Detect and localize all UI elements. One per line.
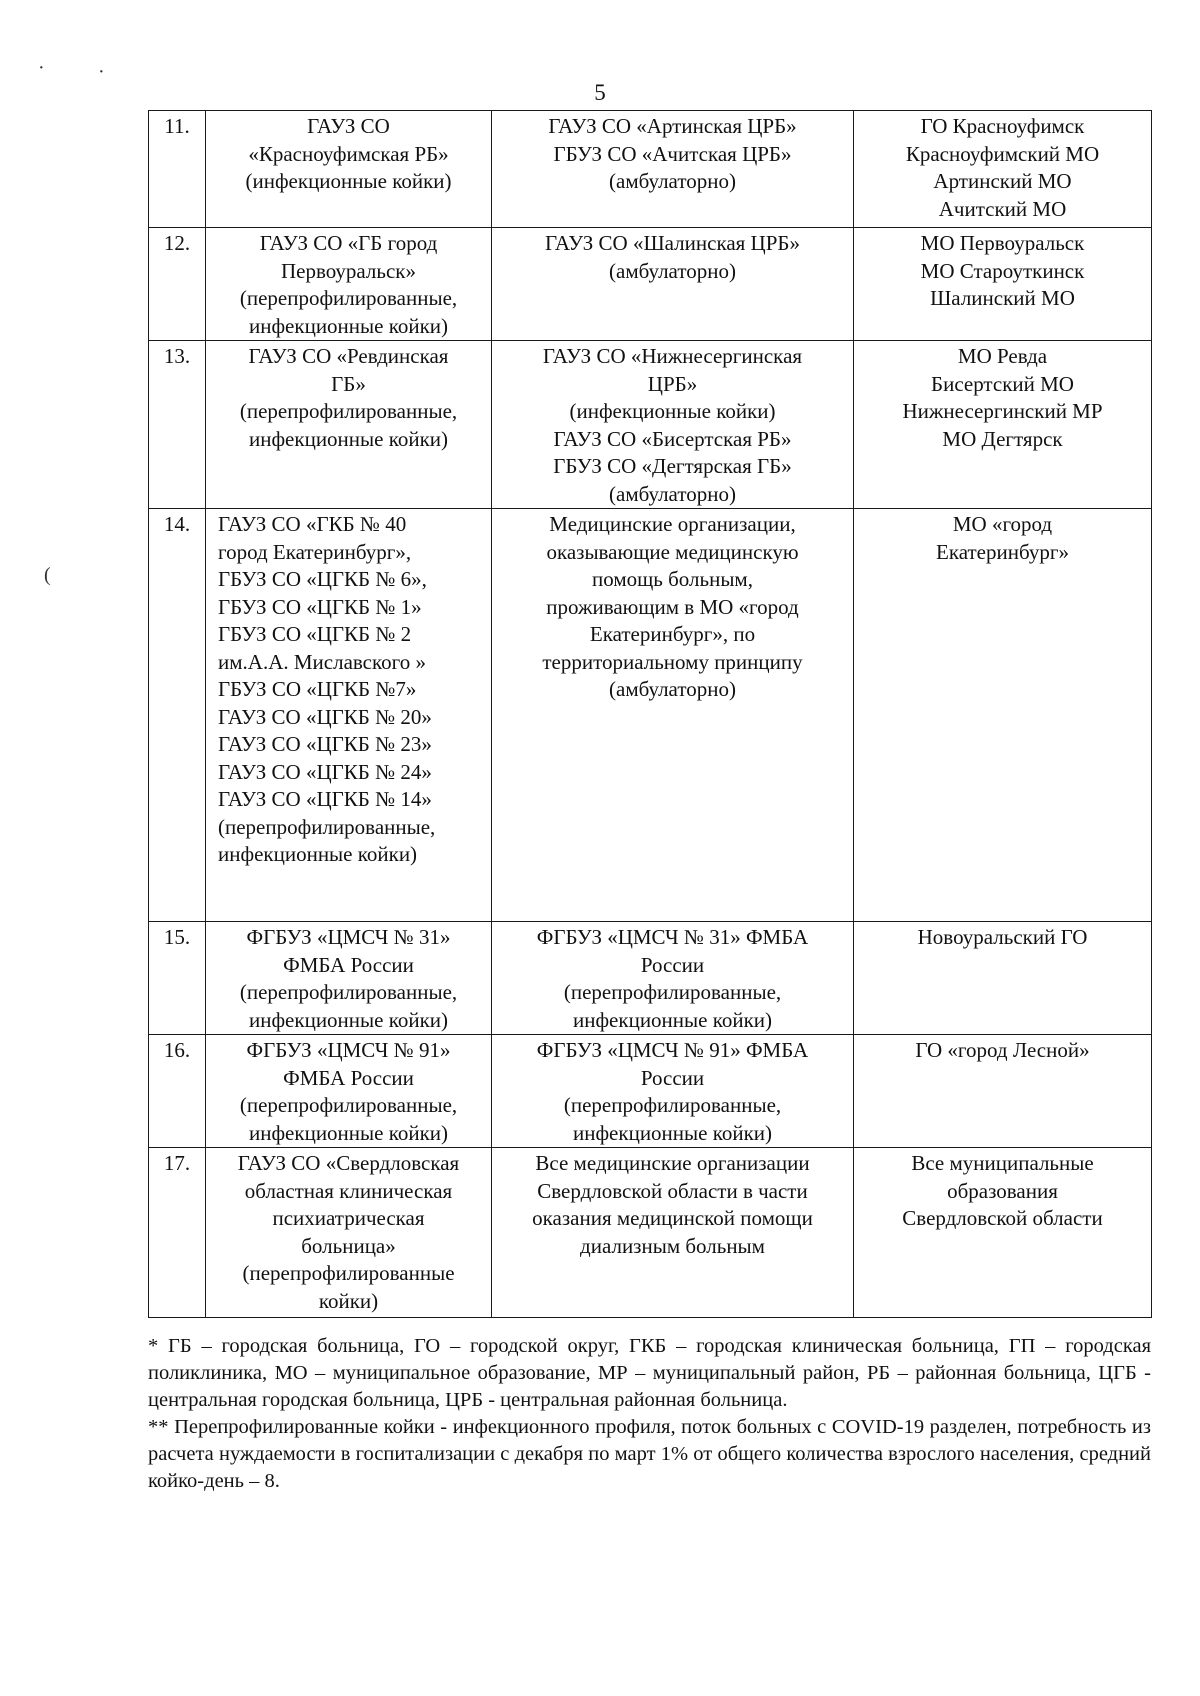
hospital-cell: ФГБУЗ «ЦМСЧ № 91» ФМБА России (перепрофилированные, инфекционные койки) [206,1035,492,1148]
hospital-cell: ФГБУЗ «ЦМСЧ № 31» ФМБА России (перепрофилированные, инфекционные койки) [206,922,492,1035]
outpatient-cell: Медицинские организации, оказывающие медицинскую помощь больным, проживающим в МО «город Екатеринбург», по территориальному принципу (амбулаторно) [492,509,854,922]
row-number: 12. [149,228,206,341]
footnotes [148,1333,1151,1495]
hospital-cell: ГАУЗ СО «Свердловская областная клиническая психиатрическая больница» (перепрофилированные койки) [206,1148,492,1318]
territory-cell: ГО «город Лесной» [854,1035,1152,1148]
territory-cell: Новоуральский ГО [854,922,1152,1035]
row-number: 14. [149,509,206,922]
footnote-abbreviations: * ГБ – городская больница, ГО – городской округ, ГКБ – городская клиническая больница, ГП – городская поликлиника, МО – муниципальное образование, МР – муниципальный район, РБ – районная больница, ЦГБ - центральная городская больница, ЦРБ - центральная районная больница. [148,1335,1151,1411]
territory-cell: Все муниципальные образования Свердловской области [854,1148,1152,1318]
scan-mark: ( [44,564,51,586]
row-number: 13. [149,341,206,509]
outpatient-cell: ГАУЗ СО «Шалинская ЦРБ» (амбулаторно) [492,228,854,341]
row-number: 16. [149,1035,206,1148]
hospital-cell: ГАУЗ СО «Красноуфимская РБ» (инфекционные койки) [206,111,492,228]
hospital-cell: ГАУЗ СО «ГКБ № 40 город Екатеринбург», ГБУЗ СО «ЦГКБ № 6», ГБУЗ СО «ЦГКБ № 1» ГБУЗ СО «ЦГКБ № 2 им.А.А. Миславского » ГБУЗ СО «ЦГКБ №7» ГАУЗ СО «ЦГКБ № 20» ГАУЗ СО «ЦГКБ № 23» ГАУЗ СО «ЦГКБ № 24» ГАУЗ СО «ЦГКБ № 14» (перепрофилированные, инфекционные койки) [206,509,492,922]
table-row [149,341,1152,509]
outpatient-cell: ГАУЗ СО «Артинская ЦРБ» ГБУЗ СО «Ачитская ЦРБ» (амбулаторно) [492,111,854,228]
outpatient-cell: ФГБУЗ «ЦМСЧ № 31» ФМБА России (перепрофилированные, инфекционные койки) [492,922,854,1035]
hospital-table [148,110,1152,1318]
table-row [149,509,1152,922]
table-row [149,922,1152,1035]
page-number: 5 [594,80,606,105]
table-row [149,1035,1152,1148]
scan-mark: · [98,61,105,83]
table-row [149,228,1152,341]
outpatient-cell: Все медицинские организации Свердловской области в части оказания медицинской помощи диализным больным [492,1148,854,1318]
footnote-repurposed-beds: ** Перепрофилированные койки - инфекционного профиля, поток больных с COVID-19 разделен, потребность из расчета нуждаемости в госпитализации с декабря по март 1% от общего количества взрослого населения, средний койко-день – 8. [148,1416,1151,1492]
outpatient-cell: ФГБУЗ «ЦМСЧ № 91» ФМБА России (перепрофилированные, инфекционные койки) [492,1035,854,1148]
outpatient-cell: ГАУЗ СО «Нижнесергинская ЦРБ» (инфекционные койки) ГАУЗ СО «Бисертская РБ» ГБУЗ СО «Дегтярская ГБ» (амбулаторно) [492,341,854,509]
territory-cell: МО Ревда Бисертский МО Нижнесергинский МР МО Дегтярск [854,341,1152,509]
hospital-cell: ГАУЗ СО «ГБ город Первоуральск» (перепрофилированные, инфекционные койки) [206,228,492,341]
scan-mark: · [38,57,45,79]
row-number: 17. [149,1148,206,1318]
hospital-cell: ГАУЗ СО «Ревдинская ГБ» (перепрофилированные, инфекционные койки) [206,341,492,509]
territory-cell: ГО Красноуфимск Красноуфимский МО Артинский МО Ачитский МО [854,111,1152,228]
row-number: 11. [149,111,206,228]
table-row [149,1148,1152,1318]
table-row [149,111,1152,228]
territory-cell: МО Первоуральск МО Староуткинск Шалинский МО [854,228,1152,341]
row-number: 15. [149,922,206,1035]
territory-cell: МО «город Екатеринбург» [854,509,1152,922]
